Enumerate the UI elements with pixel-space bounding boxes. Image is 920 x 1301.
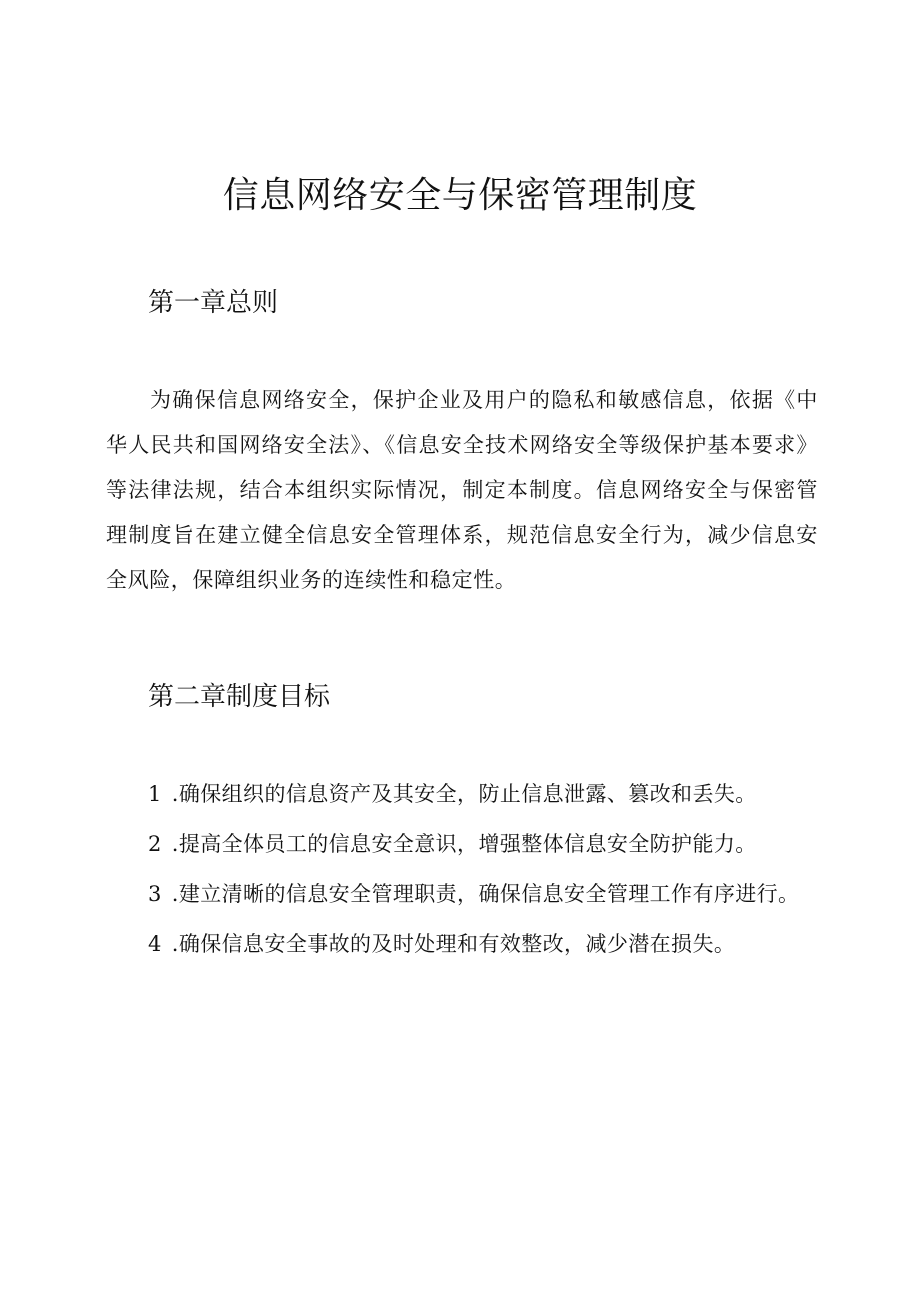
goal-item-2	[148, 820, 828, 870]
goal-number: 2	[148, 832, 162, 856]
goal-number: 1	[148, 782, 162, 806]
goal-list	[148, 770, 828, 970]
chapter1-heading: 第一章总则	[148, 288, 279, 318]
goal-item-3	[148, 870, 828, 920]
goal-number: 3	[148, 882, 162, 906]
goal-number: 4	[148, 932, 162, 956]
chapter1-paragraph: 为确保信息网络安全，保护企业及用户的隐私和敏感信息，依据《中华人民共和国网络安全法》、《信息安全技术网络安全等级保护基本要求》等法律法规，结合本组织实际情况，制定本制度。信息网络安全与保密管理制度旨在建立健全信息安全管理体系，规范信息安全行为，减少信息安全风险，保障组织业务的连续性和稳定性。	[106, 388, 818, 592]
goal-text: .确保信息安全事故的及时处理和有效整改，减少潜在损失。	[171, 932, 736, 956]
chapter2-heading: 第二章制度目标	[148, 682, 331, 712]
goal-text: .提高全体员工的信息安全意识，增强整体信息安全防护能力。	[171, 832, 757, 856]
goal-item-1	[148, 770, 828, 820]
goal-item-4	[148, 920, 828, 970]
goal-text: .建立清晰的信息安全管理职责，确保信息安全管理工作有序进行。	[171, 882, 800, 906]
goal-text: .确保组织的信息资产及其安全，防止信息泄露、篡改和丢失。	[171, 782, 757, 806]
document-title: 信息网络安全与保密管理制度	[222, 175, 698, 216]
